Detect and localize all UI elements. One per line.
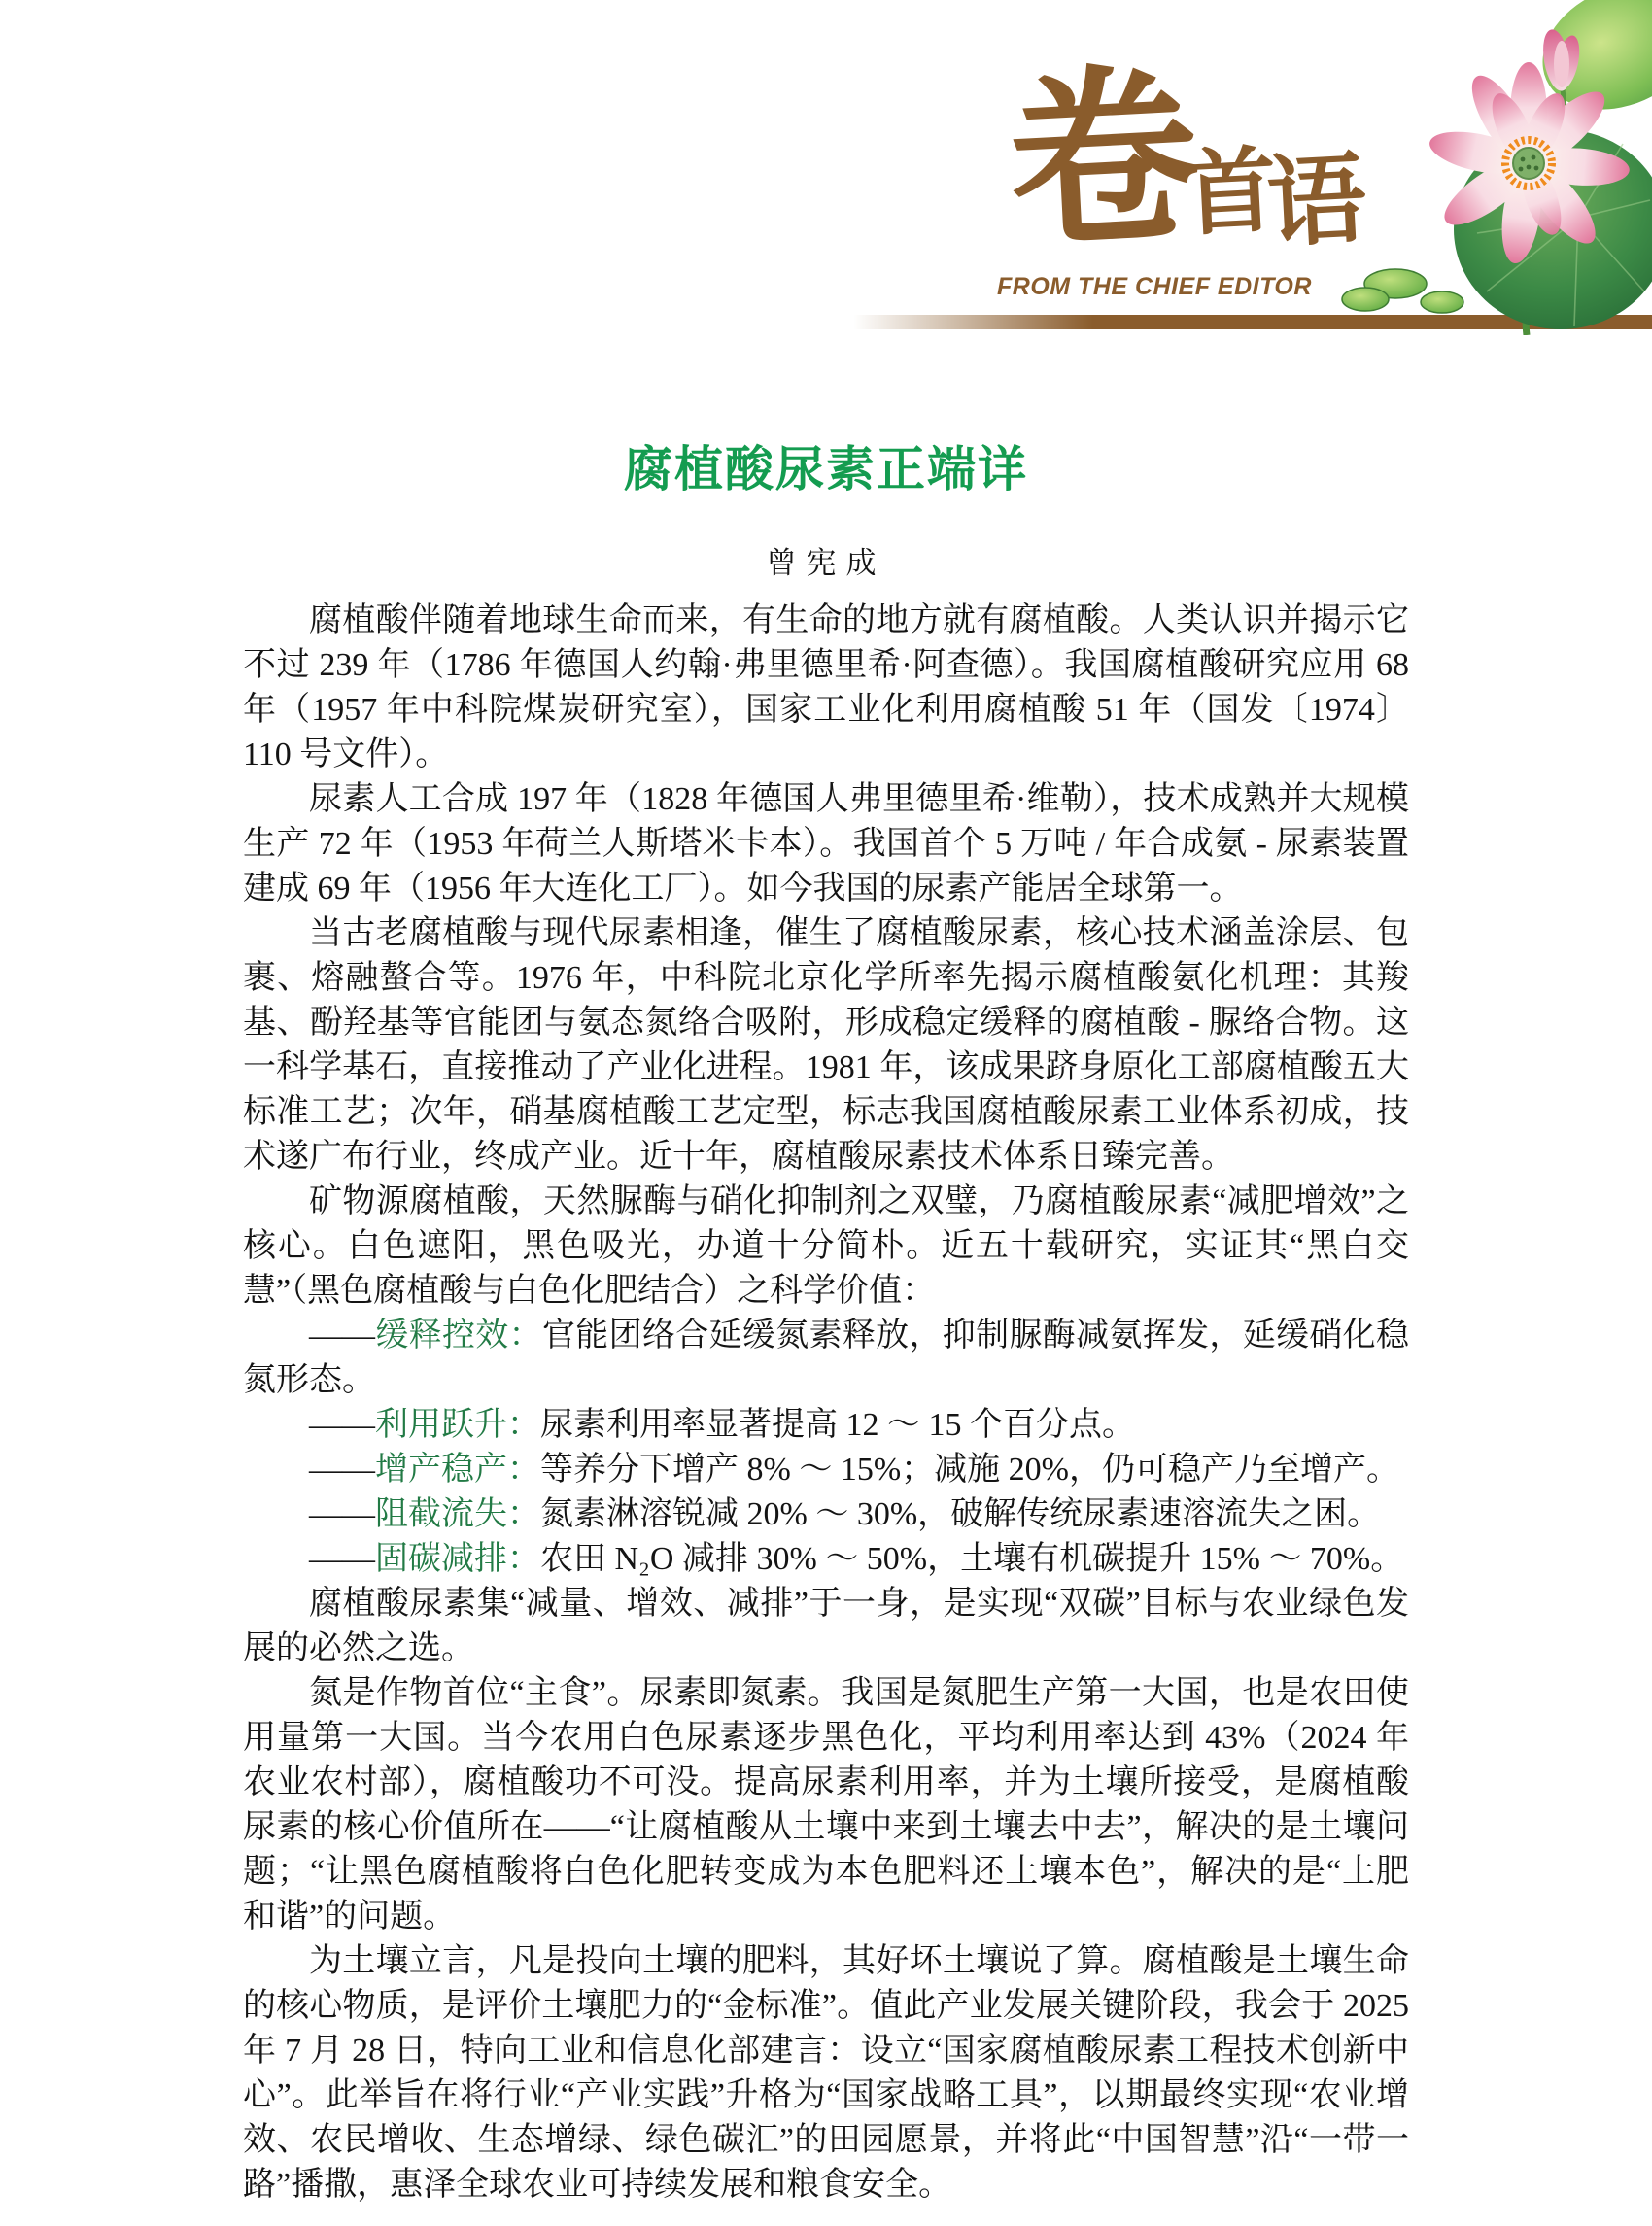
emphasis-text: 等养分下增产 8% ～ 15%；减施 20%，仍可稳产乃至增产。 [540, 1452, 1399, 1488]
emphasis-text: 尿素利用率显著提高 12 ～ 15 个百分点。 [540, 1407, 1135, 1443]
emphasis-label: 利用跃升： [375, 1407, 540, 1443]
paragraph: 腐植酸伴随着地球生命而来，有生命的地方就有腐植酸。人类认识并揭示它不过 239 年（1786 年德国人约翰·弗里德里希·阿查德）。我国腐植酸研究应用 68 年（1957 年中科院煤炭研究室），国家工业化利用腐植酸 51 年（国发〔1974〕110 号文件）。 [243, 602, 1409, 772]
emphasis-dash: —— [309, 1496, 375, 1532]
paragraph: 氮是作物首位“主食”。尿素即氮素。我国是氮肥生产第一大国，也是农田使用量第一大国。当今农用白色尿素逐步黑色化，平均利用率达到 43%（2024 年农业农村部），腐植酸功不可没。提高尿素利用率，并为土壤所接受，是腐植酸尿素的核心价值所在——“让腐植酸从土壤中来到土壤去中去”，解决的是土壤问题；“让黑色腐植酸将白色化肥转变成为本色肥料还土壤本色”，解决的是“土肥和谐”的问题。 [243, 1675, 1409, 1935]
article-body [243, 599, 1409, 2208]
paragraph: 矿物源腐植酸，天然脲酶与硝化抑制剂之双璧，乃腐植酸尿素“减肥增效”之核心。白色遮阳，黑色吸光，办道十分简朴。近五十载研究，实证其“黑白交慧”（黑色腐植酸与白色化肥结合）之科学价值： [243, 1183, 1409, 1309]
calligraphy-char-yu: 语 [1263, 140, 1370, 262]
emphasis-dash: —— [309, 1318, 375, 1353]
emphasis-item [243, 1403, 1409, 1448]
calligraphy-char-shou: 首 [1181, 134, 1280, 250]
emphasis-label: 增产稳产： [375, 1452, 540, 1488]
emphasis-label: 固碳减排： [375, 1541, 540, 1577]
article-author: 曾宪成 [766, 546, 886, 580]
emphasis-item [243, 1448, 1409, 1492]
chief-editor-subtitle: FROM THE CHIEF EDITOR [997, 273, 1312, 300]
emphasis-item [243, 1537, 1409, 1582]
emphasis-text: 农田 N₂O 减排 30% ～ 50%，土壤有机碳提升 15% ～ 70%。 [540, 1541, 1404, 1577]
emphasis-text: 氮素淋溶锐减 20% ～ 30%，破解传统尿素速溶流失之困。 [540, 1496, 1381, 1532]
article-title: 腐植酸尿素正端详 [624, 442, 1028, 497]
paragraph: 尿素人工合成 197 年（1828 年德国人弗里德里希·维勒），技术成熟并大规模生产 72 年（1953 年荷兰人斯塔米卡本）。我国首个 5 万吨 / 年合成氨 - 尿素装置建成 69 年（1956 年大连化工厂）。如今我国的尿素产能居全球第一。 [243, 781, 1409, 907]
emphasis-dash: —— [309, 1541, 375, 1577]
lily-pads [1342, 269, 1463, 313]
emphasis-item [243, 1314, 1409, 1403]
paragraph: 当古老腐植酸与现代尿素相逢，催生了腐植酸尿素，核心技术涵盖涂层、包裹、熔融螯合等。1976 年，中科院北京化学所率先揭示腐植酸氨化机理：其羧基、酚羟基等官能团与氨态氮络合吸附，形成稳定缓释的腐植酸 - 脲络合物。这一科学基石，直接推动了产业化进程。1981 年，该成果跻身原化工部腐植酸五大标准工艺；次年，硝基腐植酸工艺定型，标志我国腐植酸尿素工业体系初成，技术遂广布行业，终成产业。近十年，腐植酸尿素技术体系日臻完善。 [243, 915, 1409, 1175]
calligraphy-char-juan: 卷 [1003, 43, 1205, 276]
paragraph: 腐植酸尿素集“减量、增效、减排”于一身，是实现“双碳”目标与农业绿色发展的必然之选。 [243, 1586, 1409, 1666]
paragraph: 为土壤立言，凡是投向土壤的肥料，其好坏土壤说了算。腐植酸是土壤生命的核心物质，是评价土壤肥力的“金标准”。值此产业发展关键阶段，我会于 2025 年 7 月 28 日，特向工业和信息化部建言：设立“国家腐植酸尿素工程技术创新中心”。此举旨在将行业“产业实践”升格为“国家战略工具”，以期最终实现“农业增效、农民增收、生态增绿、绿色碳汇”的田园愿景，并将此“中国智慧”沿“一带一路”播撒，惠泽全球农业可持续发展和粮食安全。 [243, 1943, 1409, 2203]
emphasis-label: 阻截流失： [375, 1496, 540, 1532]
lotus-illustration [1341, 0, 1652, 335]
emphasis-dash: —— [309, 1452, 375, 1488]
emphasis-label: 缓释控效： [375, 1318, 542, 1353]
emphasis-item [243, 1492, 1409, 1537]
emphasis-text: 官能团络合延缓氮素释放，抑制脲酶减氨挥发，延缓硝化稳氮形态。 [243, 1318, 1410, 1398]
emphasis-dash: —— [309, 1407, 375, 1443]
